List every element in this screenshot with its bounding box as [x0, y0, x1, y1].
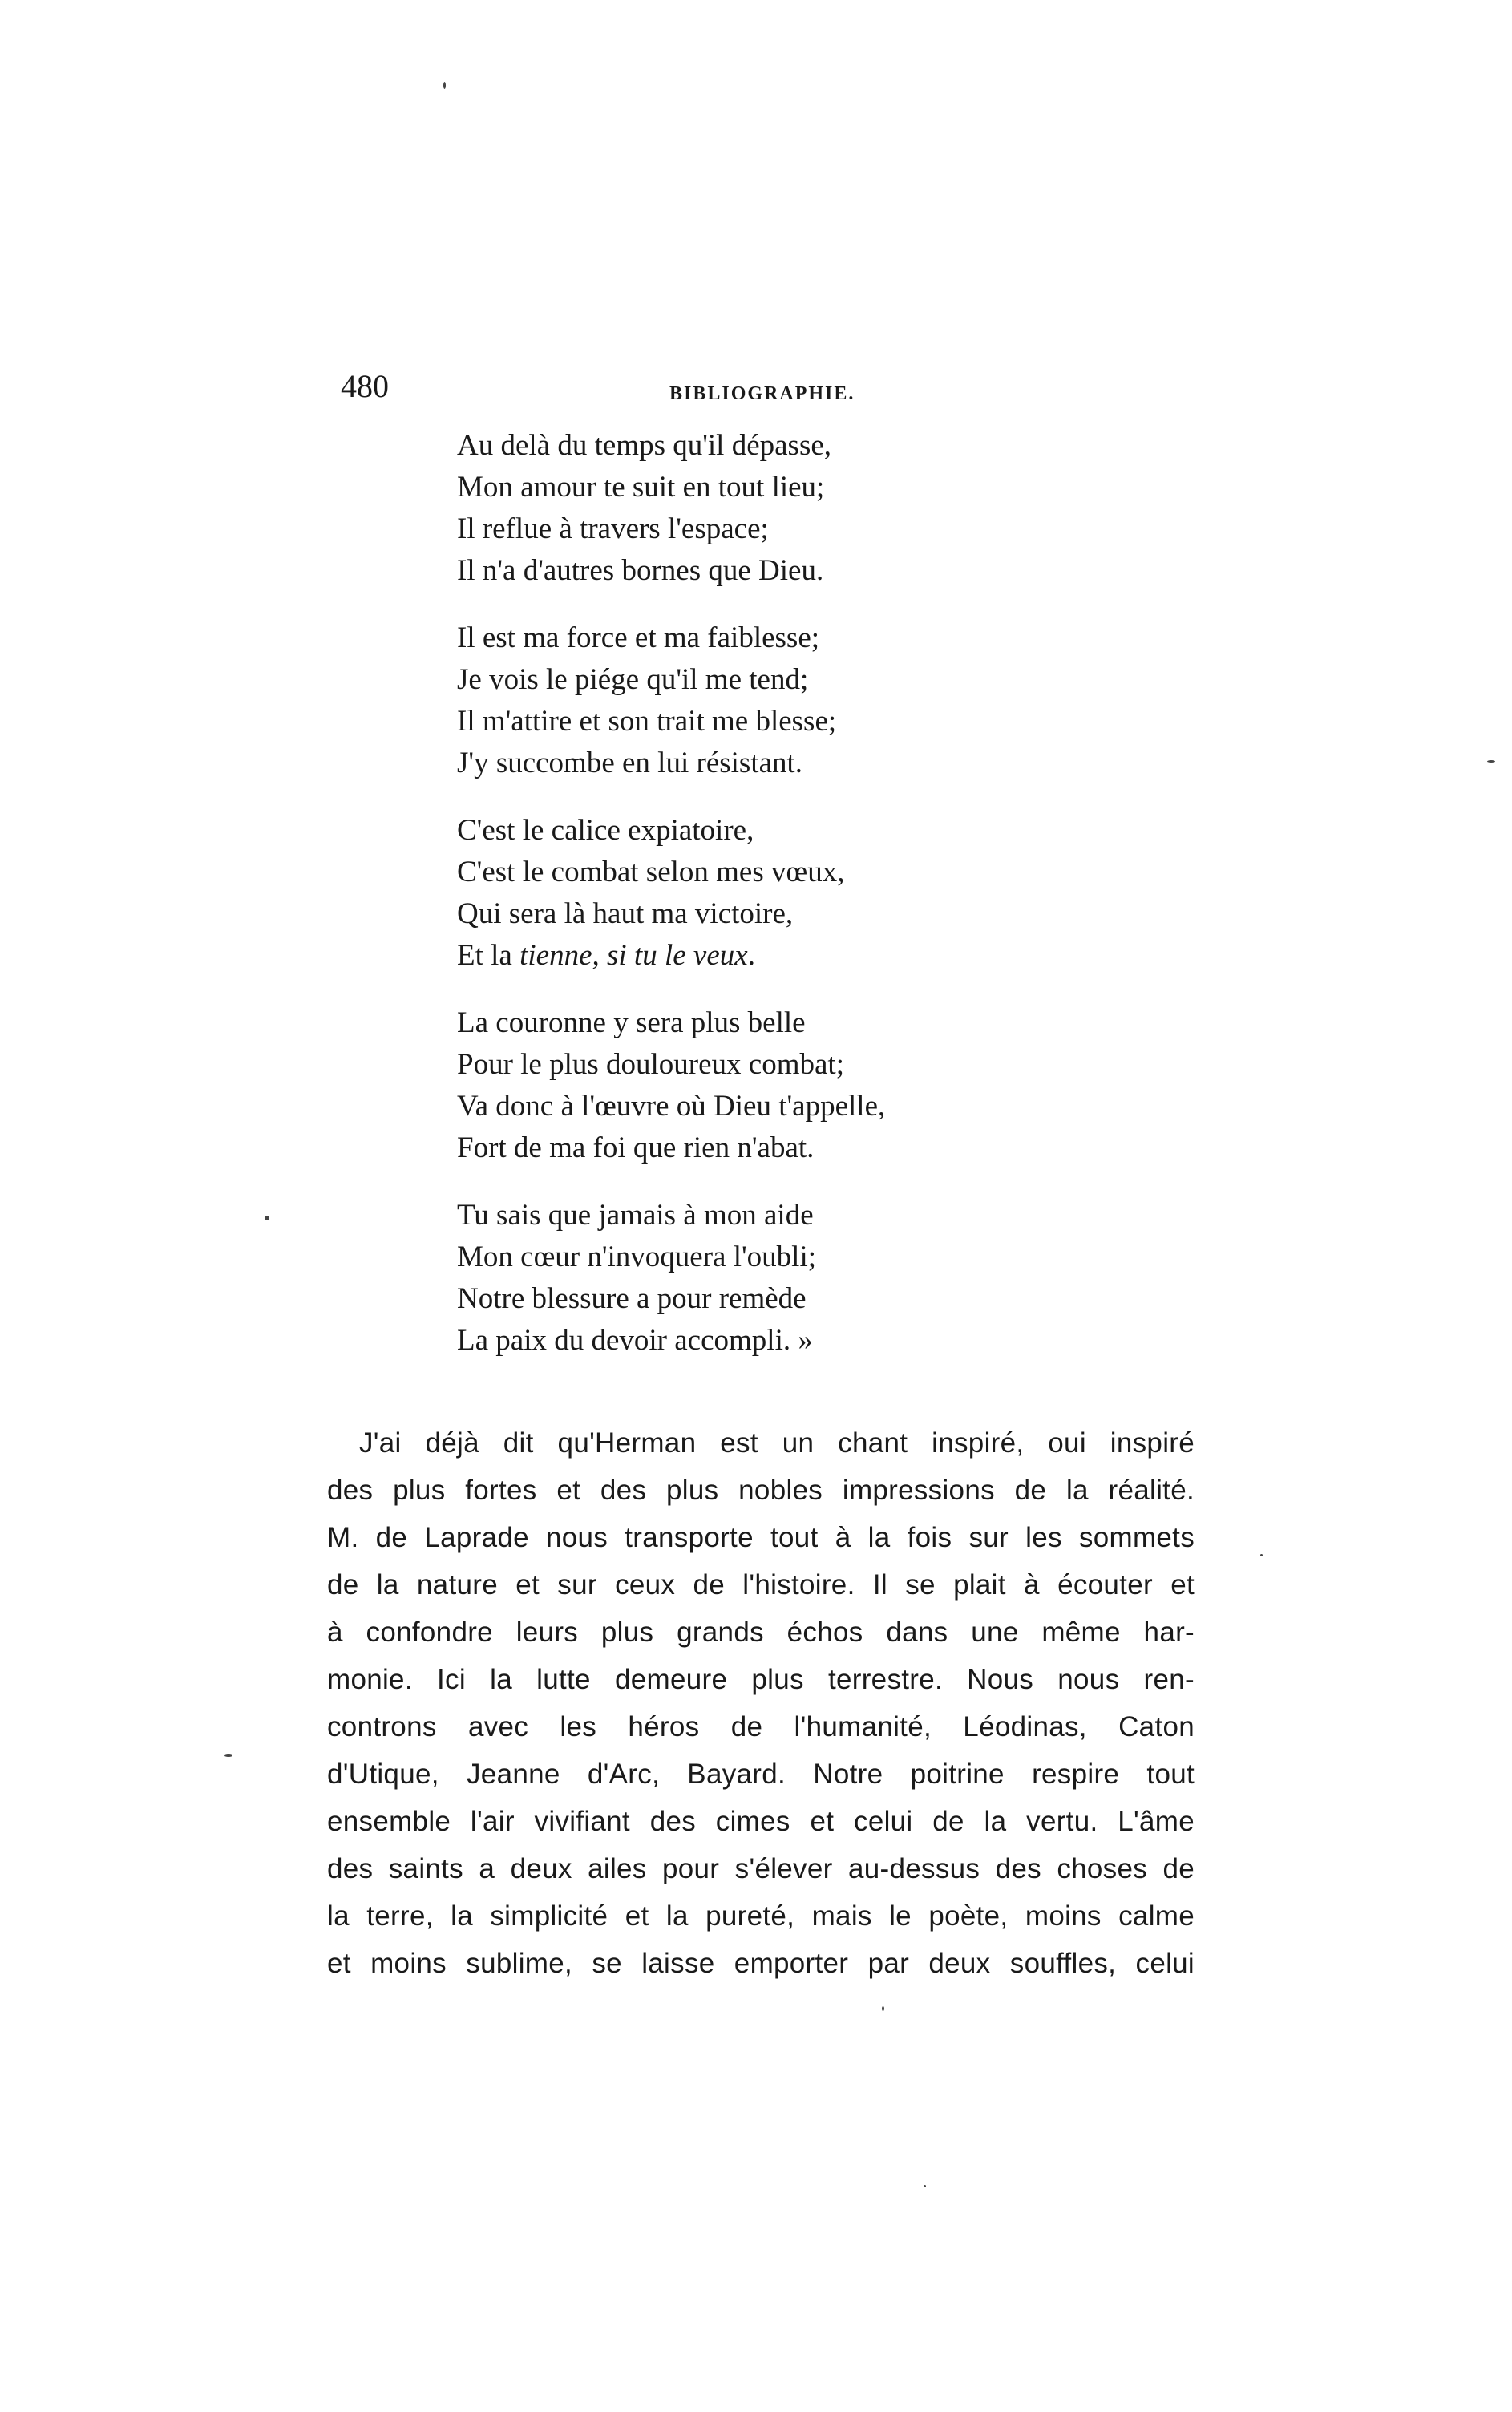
poem-stanza [457, 810, 1098, 977]
prose-line: M. de Laprade nous transporte tout à la fois sur les sommets [327, 1522, 1195, 1553]
poem-stanza [457, 617, 1098, 784]
poem-stanza [457, 1195, 1098, 1362]
prose-line: ensemble l'air vivifiant des cimes et celui de la vertu. L'âme [327, 1806, 1195, 1837]
verse-line: Au delà du temps qu'il dépasse, [457, 429, 832, 462]
verse-line: Il m'attire et son trait me blesse; [457, 705, 837, 738]
poem-stanza [457, 1002, 1098, 1169]
verse-line-mixed [457, 935, 1098, 977]
verse-line: Il n'a d'autres bornes que Dieu. [457, 554, 824, 587]
prose-line: des saints a deux ailes pour s'élever au-dessus des choses de [327, 1853, 1195, 1884]
scan-speck [443, 82, 446, 89]
prose-line: de la nature et sur ceux de l'histoire. Il se plait à écouter et [327, 1569, 1195, 1601]
verse-line: C'est le combat selon mes vœux, [457, 856, 845, 888]
page-number: 480 [341, 368, 389, 404]
prose-line: monie. Ici la lutte demeure plus terrestre. Nous nous ren- [327, 1664, 1195, 1695]
verse-line: Fort de ma foi que rien n'abat. [457, 1131, 815, 1164]
prose-line: à confondre leurs plus grands échos dans une même har- [327, 1617, 1195, 1648]
verse-line: Va donc à l'œuvre où Dieu t'appelle, [457, 1090, 886, 1123]
verse-line: Notre blessure a pour remède [457, 1282, 807, 1315]
scan-speck [224, 1754, 232, 1757]
running-head: BIBLIOGRAPHIE. [669, 383, 855, 404]
verse-text: . [747, 939, 755, 972]
verse-line: Je vois le piége qu'il me tend; [457, 663, 809, 696]
prose-line: d'Utique, Jeanne d'Arc, Bayard. Notre poitrine respire tout [327, 1758, 1195, 1790]
poem [457, 425, 1098, 1387]
verse-italic-text: tienne, si tu le veux [519, 939, 748, 972]
prose-line: controns avec les héros de l'humanité, Léodinas, Caton [327, 1711, 1195, 1742]
poem-stanza [457, 425, 1098, 592]
verse-line: Il reflue à travers l'espace; [457, 512, 769, 545]
prose-line: et moins sublime, se laisse emporter par deux souffles, celui [327, 1948, 1195, 1979]
prose-line: des plus fortes et des plus nobles impressions de la réalité. [327, 1475, 1195, 1506]
prose-line: la terre, la simplicité et la pureté, mais le poète, moins calme [327, 1900, 1195, 1932]
verse-line: Tu sais que jamais à mon aide [457, 1199, 814, 1232]
prose-paragraph [327, 1419, 1195, 1987]
verse-line: Mon cœur n'invoquera l'oubli; [457, 1240, 817, 1273]
verse-line: La couronne y sera plus belle [457, 1006, 806, 1039]
scan-speck [1260, 1554, 1263, 1556]
verse-line: Il est ma force et ma faiblesse; [457, 621, 820, 654]
verse-line: Pour le plus douloureux combat; [457, 1048, 844, 1081]
scan-speck [265, 1216, 269, 1220]
scan-speck [882, 2006, 884, 2011]
verse-line: J'y succombe en lui résistant. [457, 747, 803, 779]
scan-speck [924, 2185, 926, 2187]
verse-line: Qui sera là haut ma victoire, [457, 897, 794, 930]
verse-line: C'est le calice expiatoire, [457, 814, 754, 847]
prose-line: J'ai déjà dit qu'Herman est un chant inspiré, oui inspiré [359, 1427, 1195, 1459]
verse-line: La paix du devoir accompli. » [457, 1324, 813, 1357]
scan-speck [1487, 760, 1495, 763]
verse-line: Mon amour te suit en tout lieu; [457, 471, 825, 504]
verse-text: Et la [457, 939, 520, 972]
